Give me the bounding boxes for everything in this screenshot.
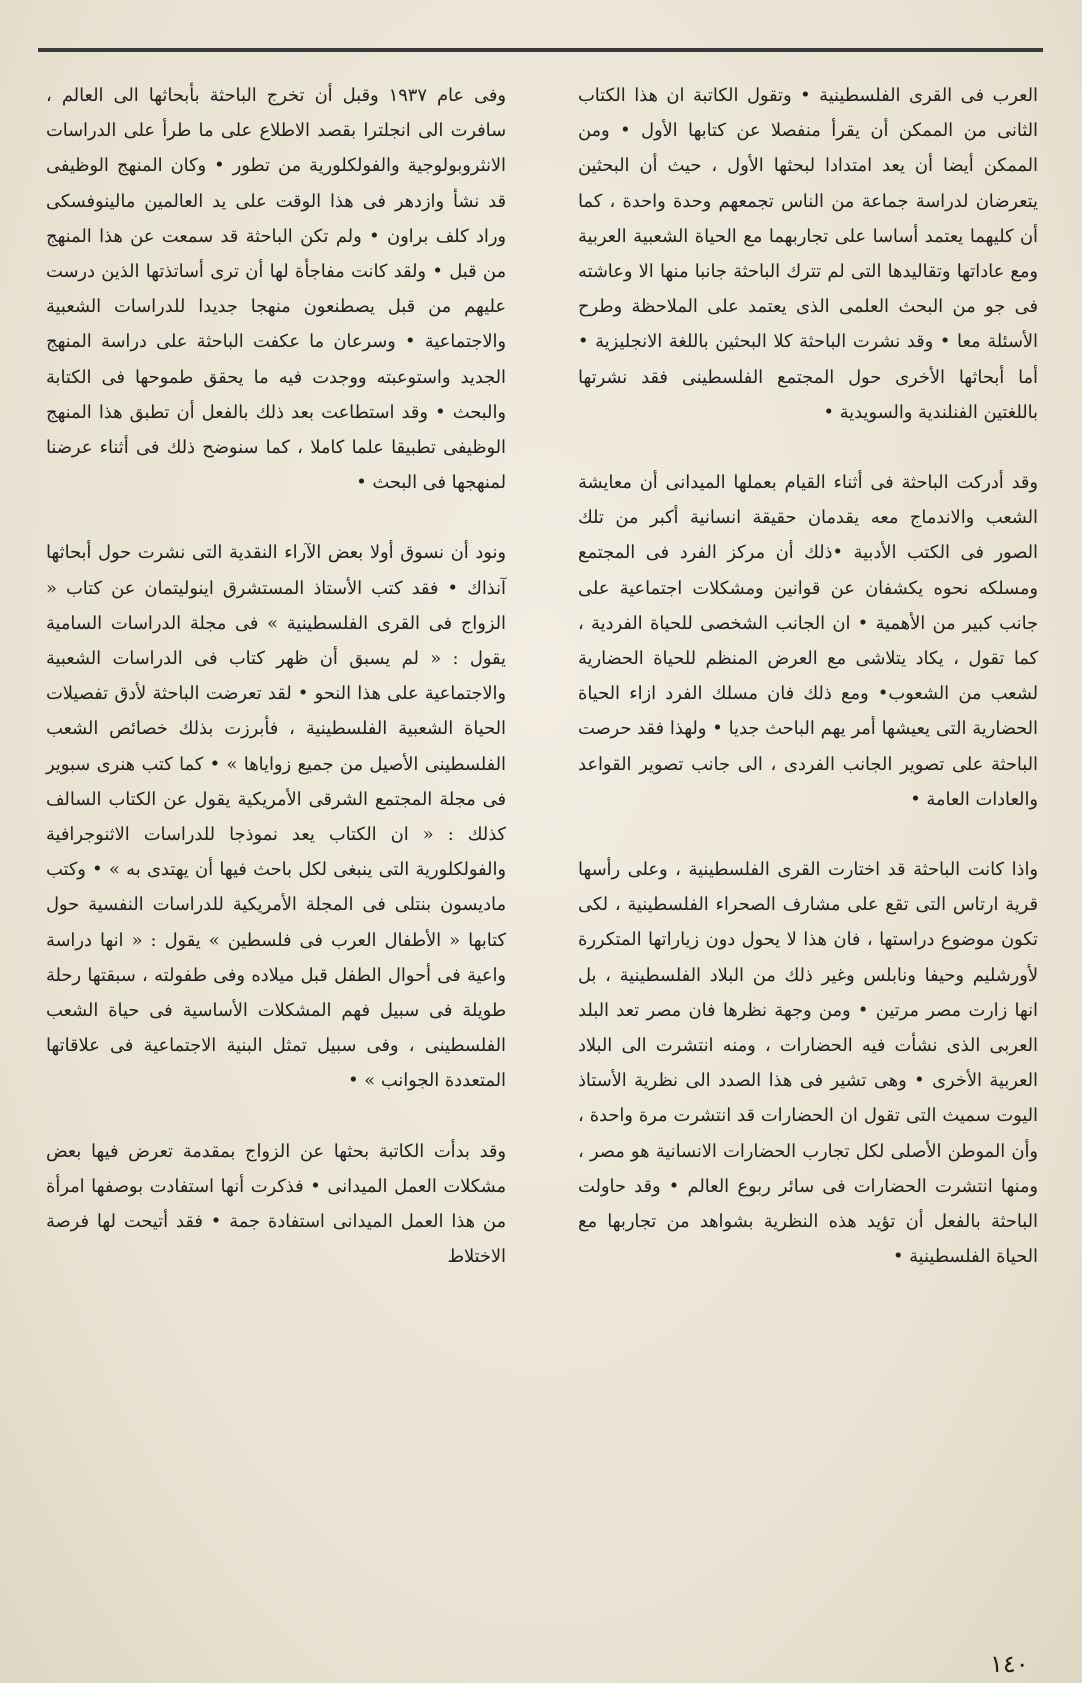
paragraph: العرب فى القرى الفلسطينية • وتقول الكاتبة ان هذا الكتاب الثانى من الممكن أن يقرأ منفصلا عن كتابها الأول • ومن الممكن أيضا أن يعد امتدادا لبحثها الأول ، حيث أن البحثين يتعرضان لدراسة جماعة من الناس تجمعهم وحدة واحدة ، كما أن كليهما يعتمد أساسا على تجاربهما مع الحياة الشعبية العربية ومع عاداتها وتقاليدها التى لم تترك الباحثة جانبا منها الا وعاشته فى جو من البحث العلمى الذى يعتمد على الملاحظة وطرح الأسئلة معا • وقد نشرت الباحثة كلا البحثين باللغة الانجليزية • أما أبحاثها الأخرى حول المجتمع الفلسطينى فقد نشرتها باللغتين الفنلندية والسويدية • [578,85,1038,423]
paragraph: واذا كانت الباحثة قد اختارت القرى الفلسطينية ، وعلى رأسها قرية ارتاس التى تقع على مشارف الصحراء الفلسطينية ، لكى تكون موضوع دراستها ، فان هذا لا يحول دون زياراتها المتكررة لأورشليم وحيفا ونابلس وغير ذلك من البلاد الفلسطينية ، بل انها زارت مصر مرتين • ومن وجهة نظرها فان مصر تعد البلد العربى الذى نشأت فيه الحضارات ، ومنه انتشرت الى البلاد العربية الأخرى • وهى تشير فى هذا الصدد الى نظرية الأستاذ اليوت سميث التى تقول ان الحضارات قد انتشرت مرة واحدة ، وأن الموطن الأصلى لكل تجارب الحضارات الانسانية هو مصر ، ومنها انتشرت الحضارات فى سائر ربوع العالم • وقد حاولت الباحثة بالفعل أن تؤيد هذه النظرية بشواهد من تجاربها مع الحياة الفلسطينية • [578,859,1038,1268]
left-text-column [46,78,506,1275]
paragraph: ونود أن نسوق أولا بعض الآراء النقدية التى نشرت حول أبحاثها آنذاك • فقد كتب الأستاذ المستشرق اينوليتمان عن كتاب « الزواج فى القرى الفلسطينية » فى مجلة الدراسات السامية يقول : « لم يسبق أن ظهر كتاب فى الدراسات الشعبية والاجتماعية على هذا النحو • لقد تعرضت الباحثة لأدق تفصيلات الحياة الشعبية الفلسطينية ، فأبرزت بذلك خصائص الشعب الفلسطينى الأصيل من جميع زواياها » • كما كتب هنرى سبوير فى مجلة المجتمع الشرقى الأمريكية يقول عن الكتاب السالف كذلك : « ان الكتاب يعد نموذجا للدراسات الاثنوجرافية والفولكلورية التى ينبغى لكل باحث فيها أن يهتدى به » • وكتب ماديسون بنتلى فى المجلة الأمريكية للدراسات النفسية حول كتابها « الأطفال العرب فى فلسطين » يقول : « انها دراسة واعية فى أحوال الطفل قبل ميلاده وفى طفولته ، سبقتها رحلة طويلة فى سبيل فهم المشكلات الأساسية فى حياة الشعب الفلسطينى ، وفى سبيل تمثل البنية الاجتماعية فى علاقاتها المتعددة الجوانب » • [46,542,506,1092]
paragraph: وقد أدركت الباحثة فى أثناء القيام بعملها الميدانى أن معايشة الشعب والاندماج معه يقدمان حقيقة انسانية أكبر من تلك الصور فى الكتب الأدبية •ذلك أن مركز الفرد فى المجتمع ومسلكه نحوه يكشفان عن قوانين ومشكلات اجتماعية على جانب كبير من الأهمية • ان الجانب الشخصى للحياة الفردية ، كما تقول ، يكاد يتلاشى مع العرض المنظم للحياة الحضارية لشعب من الشعوب• ومع ذلك فان مسلك الفرد ازاء الحياة الحضارية التى يعيشها أمر يهم الباحث جديا • ولهذا فقد حرصت الباحثة على تصوير الجانب الفردى ، الى جانب تصوير القواعد والعادات العامة • [578,472,1038,810]
right-text-column [578,78,1038,1275]
header-rule [38,48,1043,52]
page-number: ١٤٠ [990,1650,1029,1678]
paragraph: وفى عام ١٩٣٧ وقبل أن تخرج الباحثة بأبحاثها الى العالم ، سافرت الى انجلترا بقصد الاطلاع على ما طرأ على الدراسات الانثروبولوجية والفولكلورية من تطور • وكان المنهج الوظيفى قد نشأ وازدهر فى هذا الوقت على يد العالمين مالينوفسكى وراد كلف براون • ولم تكن الباحثة قد سمعت عن هذا المنهج من قبل • ولقد كانت مفاجأة لها أن ترى أساتذتها الذين درست عليهم من قبل يصطنعون منهجا جديدا للدراسات الشعبية والاجتماعية • وسرعان ما عكفت الباحثة على دراسة المنهج الجديد واستوعبته ووجدت فيه ما يحقق طموحها فى الكتابة والبحث • وقد استطاعت بعد ذلك بالفعل أن تطبق هذا المنهج الوظيفى تطبيقا علما كاملا ، كما سنوضح ذلك فى أثناء عرضنا لمنهجها فى البحث • [46,85,506,494]
paragraph: وقد بدأت الكاتبة بحثها عن الزواج بمقدمة تعرض فيها بعض مشكلات العمل الميدانى • فذكرت أنها استفادت بوصفها امرأة من هذا العمل الميدانى استفادة جمة • فقد أتيحت لها فرصة الاختلاط [46,1140,506,1268]
